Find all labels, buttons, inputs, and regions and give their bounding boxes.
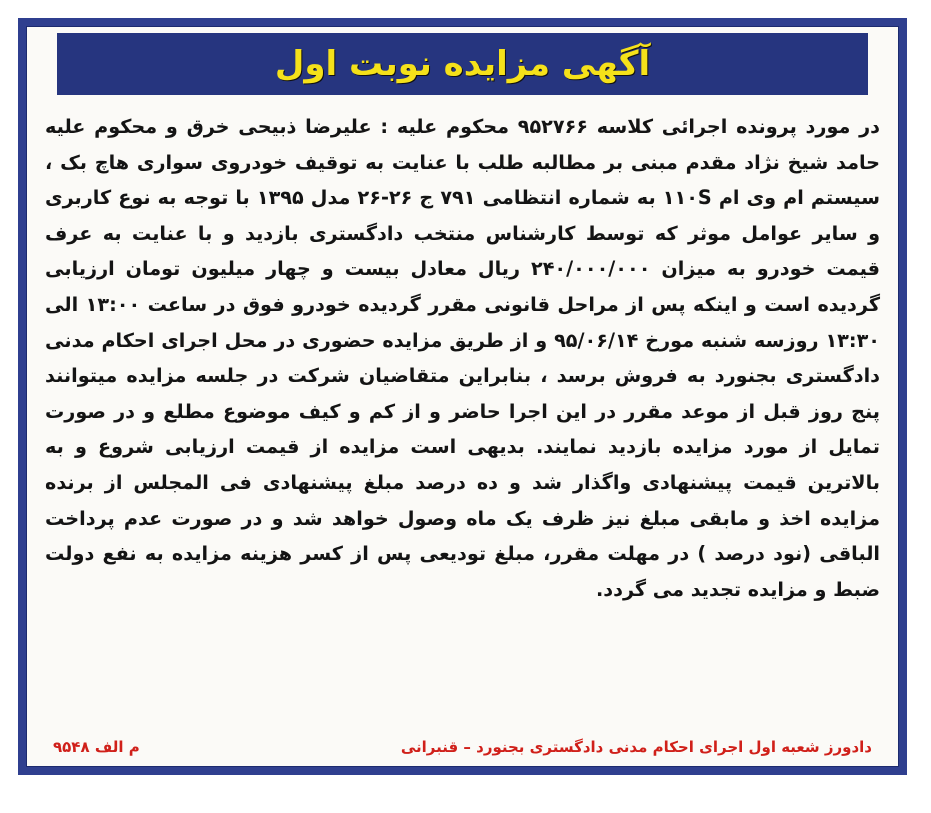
notice-body: در مورد پرونده اجرائی کلاسه ۹۵۲۷۶۶ محکوم علیه : علیرضا ذبیحی خرق و محکوم علیه حامد شیخ نژاد مقدم مبنی بر مطالبه طلب با عنایت به توقیف خودروی سواری هاچ بک ، سیستم ام وی ام ۱۱۰S به شماره انتظامی ۷۹۱ ج ۲۶-۲۶ مدل ۱۳۹۵ با توجه به نوع کاربری و سایر عوامل موثر که توسط کارشناس منتخب دادگستری بازدید و با عنایت به عرف قیمت خودرو به میزان ۲۴۰/۰۰۰/۰۰۰ ریال معادل بیست و چهار میلیون تومان ارزیابی گردیده است و اینکه پس از مراحل قانونی مقرر گردیده خودرو فوق در ساعت ۱۳:۰۰ الی ۱۳:۳۰ روزسه شنبه مورخ ۹۵/۰۶/۱۴ و از طریق مزایده حضوری در محل اجرای احکام مدنی دادگستری بجنورد به فروش برسد ، بنابراین متقاضیان شرکت در جلسه مزایده میتوانند پنج روز قبل از موعد مقرر در این اجرا حاضر و از کم و کیف موضوع مطلع و در صورت تمایل از مورد مزایده بازدید نمایند. بدیهی است مزایده از قیمت ارزیابی شروع و به بالاترین قیمت پیشنهادی واگذار شد و ده درصد مبلغ پیشنهادی فی المجلس از برنده مزایده اخذ و مابقی مبلغ نیز ظرف یک ماه وصول خواهد شد و در صورت عدم پرداخت الباقی (نود درصد ) در مهلت مقرر، مبلغ تودیعی پس از کسر هزینه مزایده به نفع دولت ضبط و مزایده تجدید می گردد. (45, 115, 881, 601)
title-bar (57, 33, 868, 95)
notice-title: آگهی مزایده نوبت اول (274, 44, 651, 84)
signature-line: دادورز شعبه اول اجرای احکام مدنی دادگستری بجنورد – قنبرانی (400, 738, 872, 756)
auction-notice (18, 18, 907, 775)
notice-footer (53, 733, 872, 761)
notice-panel (26, 26, 899, 767)
reference-number: م الف ۹۵۴۸ (53, 738, 140, 756)
